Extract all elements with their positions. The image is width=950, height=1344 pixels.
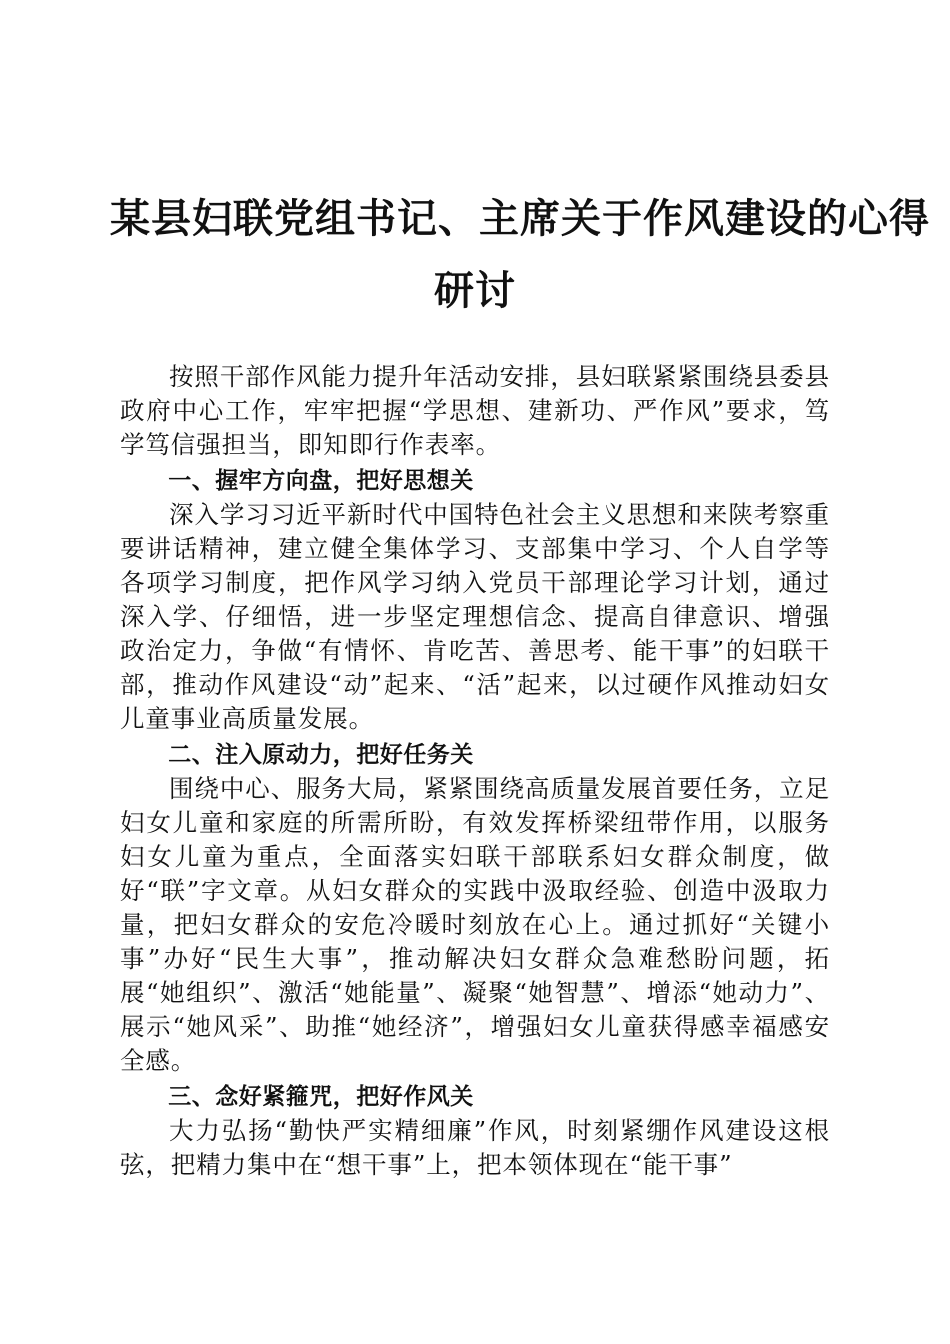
section-paragraph-1: 深入学习习近平新时代中国特色社会主义思想和来陕考察重要讲话精神，建立健全集体学习、支部集中学习、个人自学等各项学习制度，把作风学习纳入党员干部理论学习计划，通过深入学、仔细悟，进一步坚定理想信念、提高自律意识、增强政治定力，争做“有情怀、肯吃苦、善思考、能干事”的妇联干部，推动作风建设“动”起来、“活”起来，以过硬作风推动妇女儿童事业高质量发展。 — [120, 500, 830, 733]
section-paragraph-2: 围绕中心、服务大局，紧紧围绕高质量发展首要任务，立足妇女儿童和家庭的所需所盼，有效发挥桥梁纽带作用，以服务妇女儿童为重点，全面落实妇联干部联系妇女群众制度，做好“联”字文章。从妇女群众的实践中汲取经验、创造中汲取力量，把妇女群众的安危冷暖时刻放在心上。通过抓好“关键小事”办好“民生大事”，推动解决妇女群众急难愁盼问题，拓展“她组织”、激活“她能量”、凝聚“她智慧”、增添“她动力”、展示“她风采”、助推“她经济”，增强妇女儿童获得感幸福感安全感。 — [120, 774, 830, 1075]
section-heading-3: 三、念好紧箍咒，把好作风关 — [168, 1084, 474, 1110]
section-heading-1: 一、握牢方向盘，把好思想关 — [168, 468, 474, 494]
intro-paragraph: 按照干部作风能力提升年活动安排，县妇联紧紧围绕县委县政府中心工作，牢牢把握“学思想、建新功、严作风”要求，笃学笃信强担当，即知即行作表率。 — [120, 362, 830, 459]
document-title-line-1: 某县妇联党组书记、主席关于作风建设的心得 — [110, 195, 930, 242]
section-paragraph-3: 大力弘扬“勤快严实精细廉”作风，时刻紧绷作风建设这根弦，把精力集中在“想干事”上，把本领体现在“能干事” — [120, 1116, 830, 1179]
document-body — [120, 360, 830, 1182]
document-title-line-2: 研讨 — [434, 267, 516, 314]
section-heading-2: 二、注入原动力，把好任务关 — [168, 742, 474, 768]
